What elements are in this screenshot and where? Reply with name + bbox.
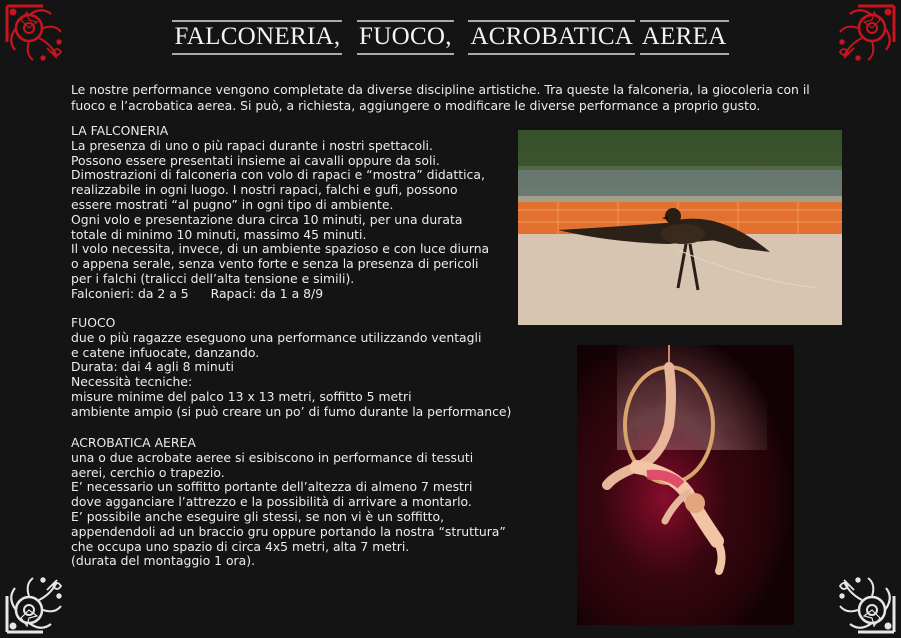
title-word-aerea: AEREA [640, 20, 729, 55]
acrobatica-line: una o due acrobate aeree si esibiscono in performance di tessuti [71, 449, 474, 465]
falconeria-line: essere mostrati “al pugno” in ogni tipo di ambiente. [71, 196, 394, 212]
falconeria-line: Il volo necessita, invece, di un ambiente spazioso e con luce diurna [71, 241, 490, 257]
falconeria-line: o appena serale, senza vento forte e senza la presenza di pericoli [71, 256, 479, 272]
acrobatica-line: appendendoli ad un braccio gru oppure portando la nostra “struttura” [71, 523, 506, 539]
fuoco-line: Necessità tecniche: [71, 374, 193, 390]
falconieri-count: Falconieri: da 2 a 5 [71, 285, 189, 301]
title-word-falconeria: FALCONERIA, [172, 20, 342, 55]
title-word-acrobatica: ACROBATICA [468, 20, 635, 55]
acrobatica-line: dove agganciare l’attrezzo e la possibilità di arrivare a montarlo. [71, 494, 472, 510]
fuoco-line: misure minime del palco 13 x 13 metri, soffitto 5 metri [71, 388, 412, 404]
fuoco-heading: FUOCO [71, 315, 116, 330]
aerial-hoop-photo [577, 345, 794, 625]
falconeria-line: realizzabile in ogni luogo. I nostri rapaci, falchi e gufi, possono [71, 182, 458, 198]
falconeria-line: Dimostrazioni di falconeria con volo di rapaci e “mostra” didattica, [71, 167, 485, 183]
falcon-photo [518, 130, 842, 325]
fuoco-line: ambiente ampio (si può creare un po’ di fumo durante la performance) [71, 403, 512, 419]
acrobatica-line: che occupa uno spazio di circa 4x5 metri, alta 7 metri. [71, 538, 410, 554]
fuoco-line: due o più ragazze eseguono una performance utilizzando ventagli [71, 329, 482, 345]
falconeria-counts [71, 287, 511, 302]
corner-ornament-bottom-left-icon [3, 574, 65, 636]
intro-paragraph: Le nostre performance vengono completate da diverse discipline artistiche. Tra queste la falconeria, la giocoleria con il fuoco e l’acrobatica aerea. Si può, a richiesta, aggiungere o modificare le diverse performance a proprio gusto. [71, 82, 810, 113]
fuoco-section [71, 316, 521, 420]
page-title [0, 20, 901, 55]
acrobatica-line: E’ possibile anche eseguire gli stessi, se non vi è un soffitto, [71, 508, 445, 524]
rapaci-count: Rapaci: da 1 a 8/9 [210, 285, 324, 301]
acrobatica-line: E’ necessario un soffitto portante dell’altezza di almeno 7 mestri [71, 479, 473, 495]
acrobatica-line: aerei, cerchio o trapezio. [71, 464, 225, 480]
title-word-fuoco: FUOCO, [357, 20, 454, 55]
falconeria-line: Possono essere presentati insieme ai cavalli oppure da soli. [71, 152, 440, 168]
acrobatica-section [71, 436, 521, 569]
fuoco-line: Durata: dai 4 agli 8 minuti [71, 359, 234, 375]
falconeria-line: La presenza di uno o più rapaci durante i nostri spettacoli. [71, 137, 433, 153]
fuoco-line: e catene infuocate, danzando. [71, 344, 260, 360]
falconeria-line: totale di minimo 10 minuti, massimo 45 minuti. [71, 226, 367, 242]
acrobatica-heading: ACROBATICA AEREA [71, 435, 196, 450]
falconeria-line: Ogni volo e presentazione dura circa 10 minuti, per una durata [71, 211, 463, 227]
falconeria-line: per i falchi (tralicci dell’alta tensione e simili). [71, 270, 355, 286]
falconeria-section [71, 124, 511, 302]
falconeria-heading: LA FALCONERIA [71, 123, 169, 138]
acrobatica-line: (durata del montaggio 1 ora). [71, 553, 256, 569]
corner-ornament-bottom-right-icon [836, 574, 898, 636]
